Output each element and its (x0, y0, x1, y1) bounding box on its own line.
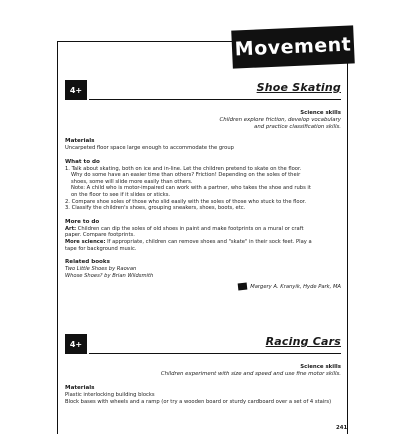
age-badge: 4+ (65, 80, 87, 100)
header-rule (89, 353, 341, 354)
step-note: on the floor to see if it slides or sticks. (71, 191, 171, 198)
art-label: Art: (65, 225, 77, 232)
activity-title: Racing Cars (265, 335, 341, 348)
materials-item: Plastic interlocking building blocks (65, 392, 155, 398)
science-text-cont: tape for background music. (65, 245, 137, 252)
author-name: Margery A. Kranyik, Hyde Park, MA (250, 283, 341, 290)
activity-header (65, 334, 341, 356)
chapter-title: Movement (234, 33, 352, 61)
header-rule (89, 99, 341, 100)
skills-desc-line: Children explore friction, develop vocabulary (219, 117, 341, 123)
more-to-do-heading: More to do (65, 218, 100, 225)
skills-desc-line: Children experiment with size and speed and use fine motor skills. (160, 371, 341, 377)
science-line (65, 239, 341, 246)
activity-header (65, 80, 341, 102)
materials-item: Block bases with wheels and a ramp (or try a wooden board or sturdy cardboard over a set of 4 stairs) (65, 398, 332, 405)
what-to-do-heading: What to do (65, 158, 100, 165)
art-text-cont: paper. Compare footprints. (65, 232, 135, 239)
author-marker-icon (238, 283, 248, 291)
age-badge: 4+ (65, 334, 87, 354)
step-line: 3. Classify the children's shoes, grouping sneakers, shoes, boots, etc. (65, 205, 246, 212)
science-text: If appropriate, children can remove shoes and "skate" in their sock feet. Play a (107, 238, 312, 245)
step-line: 1. Talk about skating, both on ice and in-line. Let the children pretend to skate on the floor. (65, 165, 302, 172)
activity-shoe-skating (65, 80, 341, 290)
page-number: 241 (336, 425, 348, 431)
book-item: Whose Shoes? by Brian Wildsmith (65, 272, 154, 279)
materials-heading: Materials (65, 138, 95, 144)
art-line (65, 226, 341, 233)
step-line: shoes, some will slide more easily than others. (71, 178, 193, 185)
chapter-banner (231, 25, 355, 68)
materials-item: Uncarpeted floor space large enough to accommodate the group (65, 145, 234, 151)
steps-list (65, 166, 341, 212)
skills-desc-line: and practice classification skills. (254, 124, 341, 130)
skills-label: Science skills (300, 110, 341, 116)
activity-racing-cars (65, 334, 341, 405)
step-line: Why do some have an easier time than others? Friction! Depending on the soles of their (71, 172, 301, 179)
step-line: 2. Compare shoe soles of those who slid easily with the soles of those who stuck to the floor. (65, 198, 307, 205)
art-text: Children can dip the soles of old shoes in paint and make footprints on a mural or craft (77, 225, 304, 232)
skills-block (65, 110, 341, 131)
author-credit (65, 283, 341, 290)
skills-label: Science skills (300, 364, 341, 370)
materials-heading: Materials (65, 385, 95, 391)
book-item: Two Little Shoes by Raovan (65, 266, 137, 273)
science-label: More science: (65, 238, 106, 245)
skills-block (65, 364, 341, 378)
activity-title: Shoe Skating (256, 81, 341, 94)
related-books-heading: Related books (65, 259, 110, 266)
step-note: Note: A child who is motor-impaired can work with a partner, who takes the shoe and rubs it (71, 185, 311, 192)
